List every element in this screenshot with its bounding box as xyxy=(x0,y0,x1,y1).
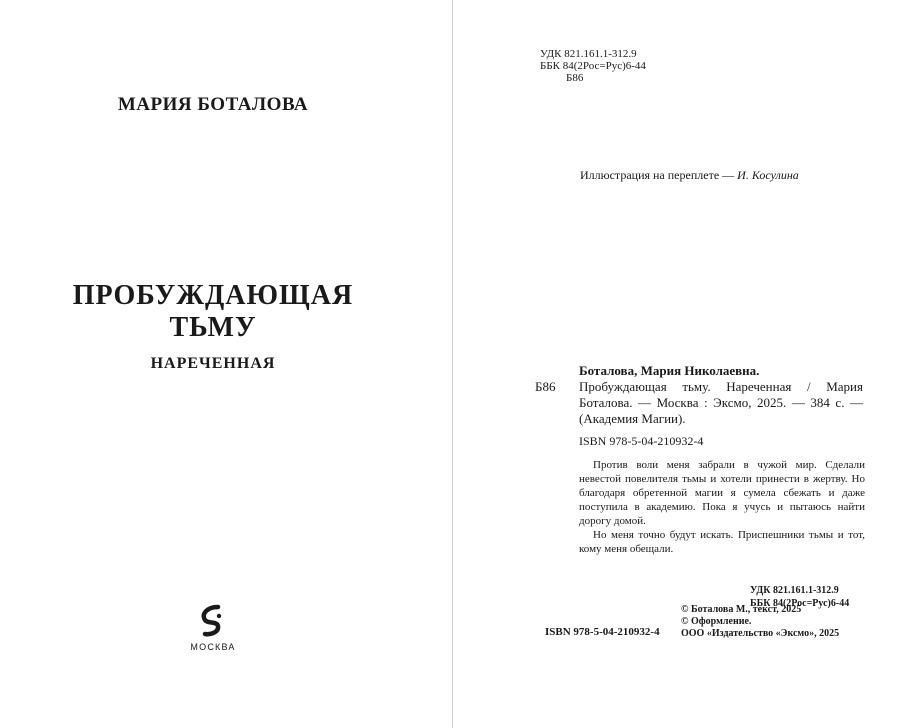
illustration-credit xyxy=(580,168,799,183)
copyright-line-3: ООО «Издательство «Эксмо», 2025 xyxy=(681,628,840,639)
illustration-artist: И. Косулина xyxy=(737,168,799,182)
book-author: МАРИЯ БОТАЛОВА xyxy=(117,94,309,115)
book-title xyxy=(0,280,426,344)
catalog-entry xyxy=(535,379,863,427)
copyright-block xyxy=(681,604,839,640)
catalog-entry-text: Пробуждающая тьму. Нареченная / Мария Боталова. — Москва : Эксмо, 2025. — 384 с. — (Академия Магии). xyxy=(579,379,863,426)
top-bbk: ББК 84(2Рос=Рус)6-44 xyxy=(540,60,646,72)
catalog-code: Б86 xyxy=(535,379,556,394)
book-title-line-1: ПРОБУЖДАЮЩАЯ xyxy=(72,280,354,311)
catalog-isbn: ISBN 978-5-04-210932-4 xyxy=(579,434,704,448)
book-title-line-2: ТЬМУ xyxy=(169,312,257,343)
bottom-udk: УДК 821.161.1-312.9 xyxy=(750,585,839,596)
top-udk: УДК 821.161.1-312.9 xyxy=(540,48,637,60)
page-spine xyxy=(452,0,453,728)
annotation-paragraph-1: Против воли меня забрали в чужой мир. Сделали невестой повелителя тьмы и хотели принести в жертву. Но благодаря обретенной магии я сумела сбежать и даже поступила в академию. Пока я учусь и пытаюсь найти дорогу домой. xyxy=(579,459,865,527)
right-page xyxy=(455,0,898,728)
catalog-author: Боталова, Мария Николаевна. xyxy=(579,363,760,378)
publisher-city: МОСКВА xyxy=(190,642,236,652)
top-code: Б86 xyxy=(566,72,584,84)
bottom-bbk: ББК 84(2Рос=Рус)6-44 xyxy=(750,598,850,609)
annotation xyxy=(579,458,865,556)
top-classification xyxy=(540,48,646,84)
copyright-line-1: © Боталова М., текст, 2025 xyxy=(681,604,802,615)
illustration-label: Иллюстрация на переплете — xyxy=(580,168,738,182)
book-subtitle: НАРЕЧЕННАЯ xyxy=(150,355,276,372)
bottom-isbn: ISBN 978-5-04-210932-4 xyxy=(545,626,660,638)
catalog-record xyxy=(535,363,863,449)
copyright-line-2: © Оформление. xyxy=(681,616,752,627)
annotation-paragraph-2: Но меня точно будут искать. Приспешники тьмы и тот, кому меня обещали. xyxy=(579,529,865,555)
eksmo-logo-icon xyxy=(197,604,227,638)
